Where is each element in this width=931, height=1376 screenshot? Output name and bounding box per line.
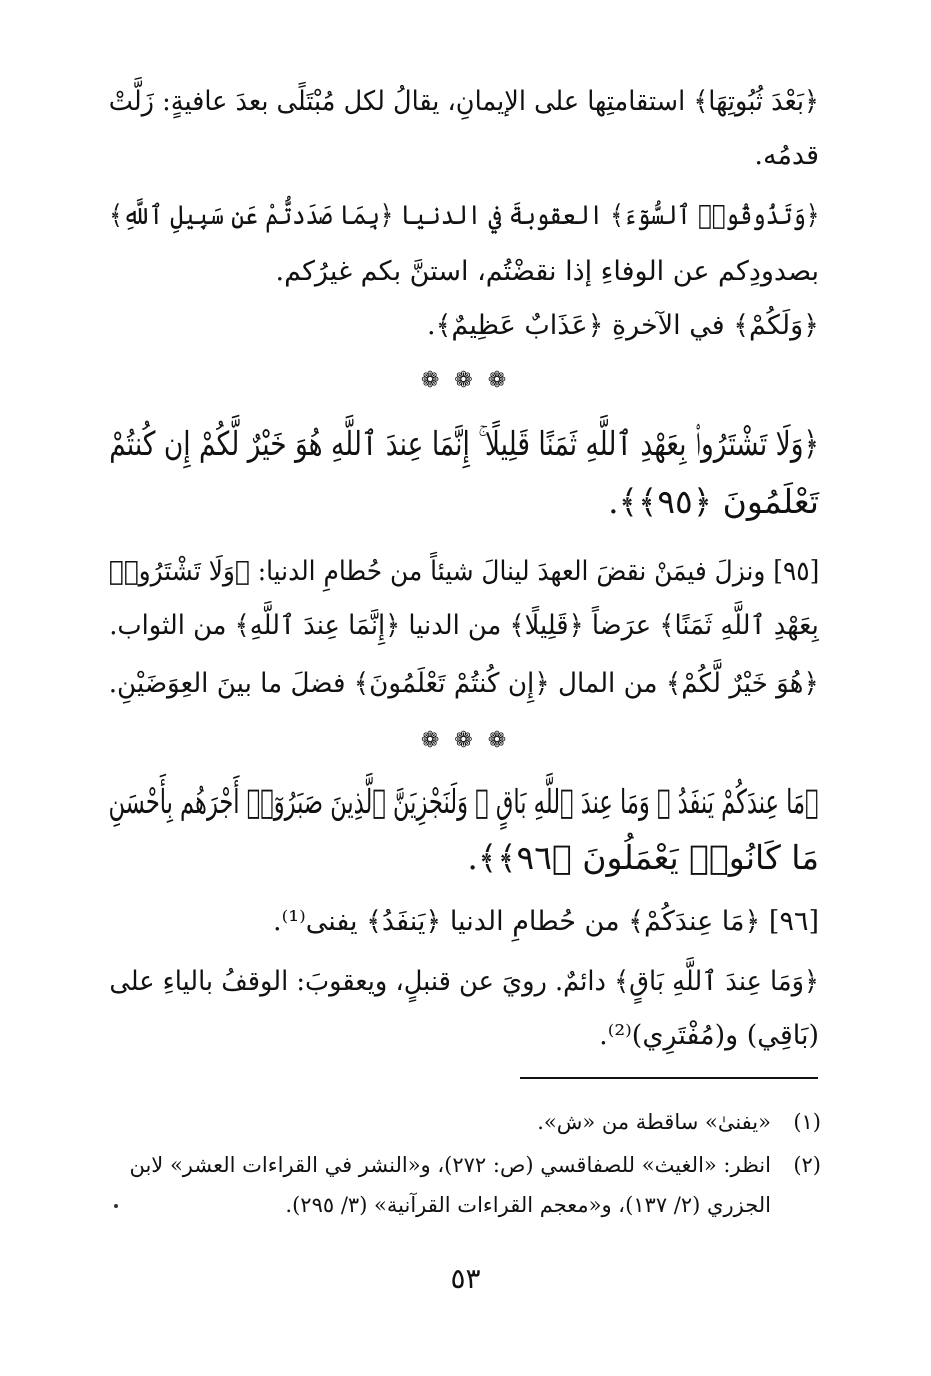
text-line-4: بصدودِكم عن الوفاءِ إذا نقضْتُم، استنَّ بكم غيرُكم. xyxy=(275,256,819,287)
footnote-number: (٢) xyxy=(793,1153,821,1177)
text-line-3: ﴿وَتَذُوقُوا۟ ٱلسُّوٓءَ﴾ العقوبةَ في الدنيا ﴿بِمَا صَدَدتُّمْ عَن سَبِيلِ ٱللَّهِ﴾ xyxy=(108,200,819,231)
section-separator: ❁ ❁ ❁ xyxy=(420,728,511,753)
footnote-divider xyxy=(520,1077,818,1079)
footnote-number: (١) xyxy=(793,1110,821,1134)
text-line-8: ﴿هُوَ خَيْرٌ لَّكُمْ﴾ من المال ﴿إِن كُنتُمْ تَعْلَمُونَ﴾ فضلَ ما بينَ العِوَضَيْنِ. xyxy=(108,668,819,699)
quran-verse-line-2: تَعْلَمُونَ ﴿٩٥﴾﴾. xyxy=(608,482,819,521)
quran-verse-line-1: ﴿وَلَا تَشْتَرُوا۟ بِعَهْدِ ٱللَّهِ ثَمَنًا قَلِيلًا ۚ إِنَّمَا عِندَ ٱللَّهِ هُوَ خَيْرٌ لَّكُمْ إِن كُنتُمْ xyxy=(109,424,819,463)
text-line-9: [٩٦] ﴿مَا عِندَكُمْ﴾ من حُطامِ الدنيا ﴿يَنفَدُ﴾ يفنى⁽¹⁾. xyxy=(273,906,819,937)
page-number: ٥٣ xyxy=(450,1262,481,1295)
text-line-5: ﴿وَلَكُمْ﴾ في الآخرةِ ﴿عَذَابٌ عَظِيمٌ﴾. xyxy=(427,310,819,341)
footnote-text: «يفنىٰ» ساقطة من «ش». xyxy=(537,1110,771,1134)
section-separator: ❁ ❁ ❁ xyxy=(420,368,511,393)
text-line-11: (بَاقِي) و(مُفْتَرِي)⁽²⁾. xyxy=(599,1020,819,1051)
text-line-1: ﴿بَعْدَ ثُبُوتِهَا﴾ استقامتِها على الإيمانِ، يقالُ لكل مُبْتَلًى بعدَ عافيةٍ: زَلَّتْ xyxy=(108,86,819,117)
quran-verse-line-4: مَا كَانُوا۟ يَعْمَلُونَ ﴿٩٦﴾﴾. xyxy=(467,838,819,877)
quran-verse-line-3: ﴿مَا عِندَكُمْ يَنفَدُ ۖ وَمَا عِندَ ٱللَّهِ بَاقٍ ۗ وَلَنَجْزِيَنَّ ٱلَّذِينَ صَبَرُوٓا۟ أَجْرَهُم بِأَحْسَنِ xyxy=(108,782,819,821)
text-line-6: [٩٥] ونزلَ فيمَنْ نقضَ العهدَ لينالَ شيئاً من حُطامِ الدنيا: ﴿وَلَا تَشْتَرُوا۟ xyxy=(108,556,819,587)
text-line-2: قدمُه. xyxy=(754,140,819,171)
text-line-10: ﴿وَمَا عِندَ ٱللَّهِ بَاقٍ﴾ دائمٌ. رويَ عن قنبلٍ، ويعقوبَ: الوقفُ بالياءِ على xyxy=(109,966,819,997)
footnote-text: انظر: «الغيث» للصفاقسي (ص: ٢٧٢)، و«النشر في القراءات العشر» لابن xyxy=(129,1153,771,1177)
stray-mark xyxy=(114,1204,118,1208)
footnote-text-continued: الجزري (٢/ ١٣٧)، و«معجم القراءات القرآنية» (٣/ ٢٩٥). xyxy=(285,1193,771,1217)
text-line-7: بِعَهْدِ ٱللَّهِ ثَمَنًا﴾ عرَضاً ﴿قَلِيلًا﴾ من الدنيا ﴿إِنَّمَا عِندَ ٱللَّهِ﴾ من الثواب. xyxy=(109,610,819,641)
